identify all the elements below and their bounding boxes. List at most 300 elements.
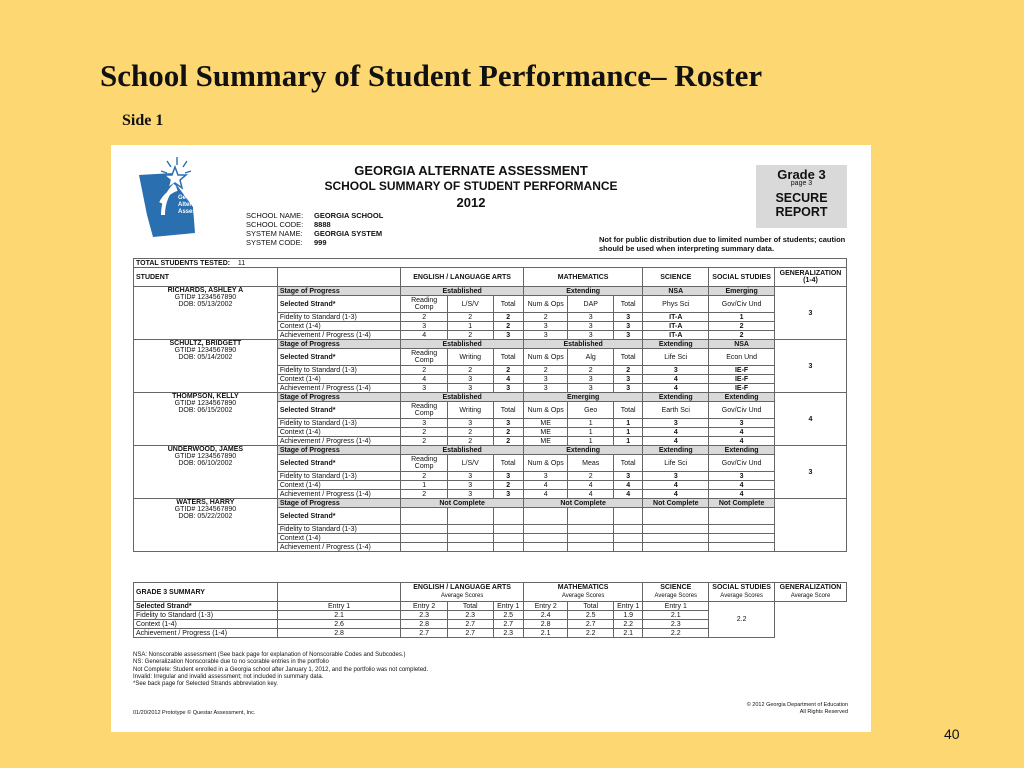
report-year: 2012 (456, 195, 486, 210)
score-cell: 3 (493, 384, 523, 393)
score-cell: 2 (568, 366, 614, 375)
summary-strand-label: Selected Strand* (134, 602, 278, 611)
strand-cell: Total (493, 402, 523, 419)
score-cell: 2 (493, 481, 523, 490)
summary-strand-cell: Entry 1 (493, 602, 523, 611)
georgia-alternate-assessment-logo (133, 155, 223, 245)
score-cell: 4 (643, 437, 709, 446)
score-cell: 3 (568, 322, 614, 331)
copyright: © 2012 Georgia Department of Education (746, 702, 848, 708)
header-row (134, 268, 847, 287)
stage-of-progress-label: Stage of Progress (277, 446, 401, 455)
score-row-label: Achievement / Progress (1-4) (277, 437, 401, 446)
strand-cell: Total (493, 296, 523, 313)
strand-cell: Life Sci (643, 349, 709, 366)
score-cell: 4 (709, 437, 775, 446)
score-cell (614, 543, 643, 552)
score-cell: 2 (614, 366, 643, 375)
score-cell: 2 (523, 313, 568, 322)
score-cell: 3 (401, 322, 448, 331)
summary-strand-cell: Entry 1 (277, 602, 401, 611)
summary-score-cell: 2.8 (277, 629, 401, 638)
summary-strand-row (134, 602, 847, 611)
strand-cell: Writing (447, 402, 493, 419)
stage-social-studies: Emerging (709, 287, 775, 296)
score-cell: 3 (568, 331, 614, 340)
strand-cell (614, 508, 643, 525)
page-number: 40 (944, 726, 960, 742)
student-gtid: GTID# 1234567890 (174, 506, 237, 513)
stage-math: Extending (523, 446, 642, 455)
score-cell: 3 (401, 419, 448, 428)
score-cell: 3 (709, 472, 775, 481)
student-gtid: GTID# 1234567890 (174, 347, 237, 354)
score-cell (643, 534, 709, 543)
score-cell: 3 (614, 322, 643, 331)
score-cell: 2 (493, 428, 523, 437)
score-row-label: Achievement / Progress (1-4) (277, 490, 401, 499)
summary-score-cell: 2.2 (614, 620, 643, 629)
score-cell: 3 (401, 384, 448, 393)
summary-score-cell: 2.5 (568, 611, 614, 620)
summary-score-cell: 2.7 (493, 620, 523, 629)
score-cell: 1 (614, 437, 643, 446)
strand-cell: Num & Ops (523, 349, 568, 366)
strand-cell: L/S/V (447, 455, 493, 472)
score-cell: 3 (614, 375, 643, 384)
summary-score-cell: 2.1 (277, 611, 401, 620)
strand-cell (643, 508, 709, 525)
stage-of-progress-label: Stage of Progress (277, 393, 401, 402)
student-gtid: GTID# 1234567890 (174, 294, 237, 301)
header-math: MATHEMATICS (523, 268, 642, 287)
summary-header-ela: ENGLISH / LANGUAGE ARTS (413, 584, 511, 591)
score-cell: 3 (447, 490, 493, 499)
student-info (134, 340, 278, 393)
score-cell: 4 (568, 481, 614, 490)
stage-social-studies: Not Complete (709, 499, 775, 508)
summary-header-social: SOCIAL STUDIES (712, 584, 771, 591)
report-heading-2: SCHOOL SUMMARY OF STUDENT PERFORMANCE (324, 179, 618, 193)
score-cell: 2 (709, 322, 775, 331)
score-row-label: Achievement / Progress (1-4) (277, 331, 401, 340)
score-cell (643, 543, 709, 552)
score-cell: 2 (523, 366, 568, 375)
selected-strand-label: Selected Strand* (277, 296, 401, 313)
score-cell: 3 (643, 366, 709, 375)
info-label: SYSTEM CODE: (246, 238, 303, 247)
score-row-label: Context (1-4) (277, 428, 401, 437)
summary-score-cell: 2.7 (447, 620, 493, 629)
strand-cell: Total (614, 455, 643, 472)
score-cell: 3 (447, 481, 493, 490)
strand-cell: Total (614, 402, 643, 419)
summary-row-label: Achievement / Progress (1-4) (134, 629, 278, 638)
score-cell: 3 (643, 419, 709, 428)
score-cell: 3 (614, 313, 643, 322)
score-cell (447, 534, 493, 543)
score-cell: IE-F (709, 366, 775, 375)
score-cell: 1 (614, 428, 643, 437)
score-row-label: Context (1-4) (277, 322, 401, 331)
report-heading-1: GEORGIA ALTERNATE ASSESSMENT (354, 163, 588, 178)
header-generalization: GENERALIZATION (1-4) (775, 268, 847, 287)
strand-cell: Total (493, 349, 523, 366)
stage-of-progress-label: Stage of Progress (277, 287, 401, 296)
logo-text-1: Georgia (178, 195, 201, 201)
score-cell (523, 543, 568, 552)
score-cell: 3 (447, 375, 493, 384)
info-label: SYSTEM NAME: (246, 229, 303, 238)
score-cell (709, 534, 775, 543)
score-cell: 1 (614, 419, 643, 428)
score-cell: 2 (401, 428, 448, 437)
score-cell: IT-A (643, 331, 709, 340)
student-info (134, 287, 278, 340)
summary-header-math: MATHEMATICS (557, 584, 609, 591)
score-cell: 3 (493, 472, 523, 481)
score-cell: 4 (493, 375, 523, 384)
score-cell (643, 525, 709, 534)
summary-strand-cell: Entry 2 (401, 602, 448, 611)
score-cell (523, 534, 568, 543)
score-row-label: Fidelity to Standard (1-3) (277, 525, 401, 534)
score-cell: 3 (568, 384, 614, 393)
generalization-score: 4 (775, 393, 847, 446)
score-cell: 3 (643, 472, 709, 481)
strand-cell (709, 508, 775, 525)
secure-label: SECURE (775, 191, 828, 205)
summary-score-cell: 2.1 (643, 611, 709, 620)
footnotes (133, 652, 428, 688)
summary-strand-cell: Total (568, 602, 614, 611)
logo-text-2: Alternate (178, 202, 205, 208)
score-cell: 1 (568, 437, 614, 446)
info-value: GEORGIA SCHOOL (314, 211, 384, 220)
summary-avg-label: Average Scores (720, 593, 763, 599)
score-cell: 4 (643, 490, 709, 499)
score-cell: IT-A (643, 322, 709, 331)
score-cell: 4 (709, 428, 775, 437)
score-cell: 4 (401, 331, 448, 340)
footnote: NSA: Nonscorable assessment (See back page for explanation of Nonscorable Codes and Subcodes.) (133, 652, 406, 658)
score-cell (523, 525, 568, 534)
score-cell (401, 534, 448, 543)
distribution-notice: Not for public distribution due to limited number of students; caution should be used when interpreting summary data. (599, 235, 846, 253)
strand-cell: Total (614, 349, 643, 366)
strand-cell: Num & Ops (523, 402, 568, 419)
summary-score-cell: 2.7 (447, 629, 493, 638)
score-cell: 4 (568, 490, 614, 499)
summary-score-cell: 2.5 (493, 611, 523, 620)
total-label: TOTAL STUDENTS TESTED: (136, 259, 231, 267)
strand-cell (523, 508, 568, 525)
student-name: SCHULTZ, BRIDGETT (169, 340, 242, 347)
strand-cell: Writing (447, 349, 493, 366)
strand-cell: Geo (568, 402, 614, 419)
score-cell: 4 (614, 481, 643, 490)
strand-cell: Reading Comp (401, 455, 448, 472)
school-info (246, 211, 383, 247)
student-gtid: GTID# 1234567890 (174, 400, 237, 407)
summary-strand-cell: Entry 1 (614, 602, 643, 611)
summary-score-cell: 2.7 (401, 629, 448, 638)
score-cell: ME (523, 419, 568, 428)
summary-score-cell: 2.8 (523, 620, 568, 629)
score-cell: 3 (614, 472, 643, 481)
stage-ela: Established (401, 393, 524, 402)
score-cell: IT-A (643, 313, 709, 322)
summary-score-cell: 2.3 (643, 620, 709, 629)
score-cell: 2 (401, 490, 448, 499)
score-row-label: Context (1-4) (277, 375, 401, 384)
stage-ela: Established (401, 340, 524, 349)
student-block (134, 340, 847, 349)
student-info (134, 446, 278, 499)
score-cell: 4 (614, 490, 643, 499)
score-cell: 2 (401, 366, 448, 375)
info-value: GEORGIA SYSTEM (314, 229, 383, 238)
info-value: 999 (314, 238, 327, 247)
stage-social-studies: NSA (709, 340, 775, 349)
student-dob: DOB: 05/14/2002 (178, 354, 233, 361)
generalization-score: 3 (775, 446, 847, 499)
stage-of-progress-label: Stage of Progress (277, 499, 401, 508)
score-cell: 2 (447, 313, 493, 322)
score-row-label: Context (1-4) (277, 534, 401, 543)
strand-cell: DAP (568, 296, 614, 313)
summary-score-cell: 2.2 (643, 629, 709, 638)
strand-cell: Num & Ops (523, 455, 568, 472)
stage-science: Extending (643, 393, 709, 402)
header-ela: ENGLISH / LANGUAGE ARTS (401, 268, 524, 287)
strand-cell: Gov/Civ Und (709, 402, 775, 419)
strand-cell: L/S/V (447, 296, 493, 313)
score-cell: 1 (447, 322, 493, 331)
summary-score-cell: 2.3 (493, 629, 523, 638)
selected-strand-label: Selected Strand* (277, 349, 401, 366)
grade-box (756, 165, 847, 228)
score-row-label: Fidelity to Standard (1-3) (277, 472, 401, 481)
student-name: THOMPSON, KELLY (172, 393, 239, 400)
score-cell: IE-F (709, 384, 775, 393)
strand-cell: Reading Comp (401, 349, 448, 366)
stage-social-studies: Extending (709, 446, 775, 455)
footnote: Invalid: Irregular and invalid assessment; not included in summary data. (133, 673, 324, 680)
stage-science: Not Complete (643, 499, 709, 508)
selected-strand-label: Selected Strand* (277, 455, 401, 472)
page-label: page 3 (790, 180, 813, 187)
slide-title: School Summary of Student Performance– Roster (100, 58, 763, 93)
stage-science: Extending (643, 446, 709, 455)
score-row-label: Achievement / Progress (1-4) (277, 384, 401, 393)
score-cell (493, 534, 523, 543)
footer-left: 01/20/2012 Prototype © Questar Assessment, Inc. (133, 710, 256, 716)
student-dob: DOB: 05/13/2002 (178, 301, 233, 308)
summary-avg-label: Average Scores (440, 593, 484, 599)
student-dob: DOB: 06/15/2002 (178, 407, 233, 414)
selected-strand-label: Selected Strand* (277, 508, 401, 525)
score-cell: 4 (709, 490, 775, 499)
summary-generalization-score: 2.2 (709, 602, 775, 638)
score-cell: 3 (447, 472, 493, 481)
score-cell: 3 (493, 490, 523, 499)
grade-label: Grade 3 (777, 167, 826, 182)
score-cell: IE-F (709, 375, 775, 384)
score-cell (447, 525, 493, 534)
score-cell (568, 534, 614, 543)
score-cell: 1 (401, 481, 448, 490)
score-cell: 3 (523, 322, 568, 331)
score-cell: 4 (523, 490, 568, 499)
stage-ela: Established (401, 287, 524, 296)
score-cell: 2 (447, 437, 493, 446)
score-cell (401, 543, 448, 552)
score-cell: 2 (493, 322, 523, 331)
score-cell: 3 (493, 331, 523, 340)
footer-right (711, 702, 848, 716)
score-row-label: Fidelity to Standard (1-3) (277, 313, 401, 322)
strand-cell: Reading Comp (401, 296, 448, 313)
score-cell: 3 (523, 472, 568, 481)
info-value: 8888 (314, 220, 331, 229)
score-cell: 3 (568, 375, 614, 384)
info-label: SCHOOL NAME: (246, 211, 304, 220)
student-name: WATERS, HARRY (176, 499, 235, 506)
summary-header-science: SCIENCE (660, 584, 692, 591)
score-cell (447, 543, 493, 552)
student-info (134, 393, 278, 446)
summary-score-cell: 1.9 (614, 611, 643, 620)
logo-text-3: Assessment (178, 209, 214, 215)
summary-score-cell: 2.2 (568, 629, 614, 638)
strand-cell: Earth Sci (643, 402, 709, 419)
summary-score-cell: 2.8 (401, 620, 448, 629)
generalization-score (775, 499, 847, 552)
score-cell: 2 (493, 313, 523, 322)
header-social-studies: SOCIAL STUDIES (709, 268, 775, 287)
slide-subtitle: Side 1 (122, 112, 164, 129)
score-cell: 2 (709, 331, 775, 340)
student-block (134, 287, 847, 296)
summary-score-cell: 2.4 (523, 611, 568, 620)
score-row-label: Context (1-4) (277, 481, 401, 490)
score-cell: 3 (523, 384, 568, 393)
strand-cell: Alg (568, 349, 614, 366)
strand-cell: Total (493, 455, 523, 472)
score-cell: 2 (568, 472, 614, 481)
summary-score-cell: 2.3 (447, 611, 493, 620)
strand-cell (447, 508, 493, 525)
strand-cell (401, 508, 448, 525)
score-cell: 2 (447, 366, 493, 375)
score-cell (493, 525, 523, 534)
score-cell: ME (523, 437, 568, 446)
total-row (134, 259, 847, 268)
strand-cell (568, 508, 614, 525)
summary-header-gen: GENERALIZATION (779, 584, 842, 591)
score-cell: 3 (614, 384, 643, 393)
summary-row-label: Fidelity to Standard (1-3) (134, 611, 278, 620)
score-cell: 3 (493, 419, 523, 428)
generalization-score: 3 (775, 287, 847, 340)
strand-cell: Meas (568, 455, 614, 472)
score-cell: 3 (523, 331, 568, 340)
student-dob: DOB: 05/22/2002 (178, 513, 233, 520)
strand-cell: Total (614, 296, 643, 313)
footnote: *See back page for Selected Strands abbreviation key. (133, 681, 278, 688)
student-info (134, 499, 278, 552)
score-cell: 4 (523, 481, 568, 490)
score-cell: 3 (523, 375, 568, 384)
summary-gen-avg-label: Average Score (790, 593, 831, 599)
report-label: REPORT (775, 205, 828, 219)
student-roster-table (133, 258, 847, 552)
info-label: SCHOOL CODE: (246, 220, 304, 229)
score-cell: 4 (643, 384, 709, 393)
score-cell (709, 525, 775, 534)
score-cell (493, 543, 523, 552)
summary-score-cell: 2.7 (568, 620, 614, 629)
stage-math: Established (523, 340, 642, 349)
header-science: SCIENCE (643, 268, 709, 287)
student-gtid: GTID# 1234567890 (174, 453, 237, 460)
score-cell: 4 (643, 375, 709, 384)
stage-science: Extending (643, 340, 709, 349)
score-cell (614, 525, 643, 534)
score-cell (568, 543, 614, 552)
stage-of-progress-label: Stage of Progress (277, 340, 401, 349)
score-cell: 2 (493, 366, 523, 375)
report-document (111, 145, 871, 732)
generalization-score: 3 (775, 340, 847, 393)
summary-avg-label: Average Scores (654, 593, 698, 599)
score-cell: 4 (401, 375, 448, 384)
student-name: UNDERWOOD, JAMES (167, 446, 244, 453)
score-cell: 2 (447, 331, 493, 340)
score-cell (568, 525, 614, 534)
score-cell: 2 (401, 472, 448, 481)
summary-row-label: Context (1-4) (134, 620, 278, 629)
summary-strand-cell: Entry 1 (643, 602, 709, 611)
score-cell (709, 543, 775, 552)
strand-cell: Econ Und (709, 349, 775, 366)
summary-score-cell: 2.1 (614, 629, 643, 638)
summary-avg-label: Average Scores (561, 593, 605, 599)
strand-cell: Reading Comp (401, 402, 448, 419)
score-row-label: Fidelity to Standard (1-3) (277, 419, 401, 428)
grade-summary-table (133, 582, 847, 638)
summary-label: GRADE 3 SUMMARY (134, 583, 278, 602)
score-cell (614, 534, 643, 543)
stage-math: Extending (523, 287, 642, 296)
strand-cell: Phys Sci (643, 296, 709, 313)
score-cell: 1 (709, 313, 775, 322)
stage-math: Emerging (523, 393, 642, 402)
student-name: RICHARDS, ASHLEY A (167, 287, 244, 294)
score-cell: 3 (447, 384, 493, 393)
score-cell: 2 (401, 437, 448, 446)
stage-ela: Established (401, 446, 524, 455)
selected-strand-label: Selected Strand* (277, 402, 401, 419)
stage-ela: Not Complete (401, 499, 524, 508)
rights-reserved: All Rights Reserved (799, 709, 848, 715)
strand-cell: Life Sci (643, 455, 709, 472)
stage-math: Not Complete (523, 499, 642, 508)
score-cell: 2 (447, 428, 493, 437)
score-cell: 4 (643, 481, 709, 490)
summary-strand-cell: Total (447, 602, 493, 611)
